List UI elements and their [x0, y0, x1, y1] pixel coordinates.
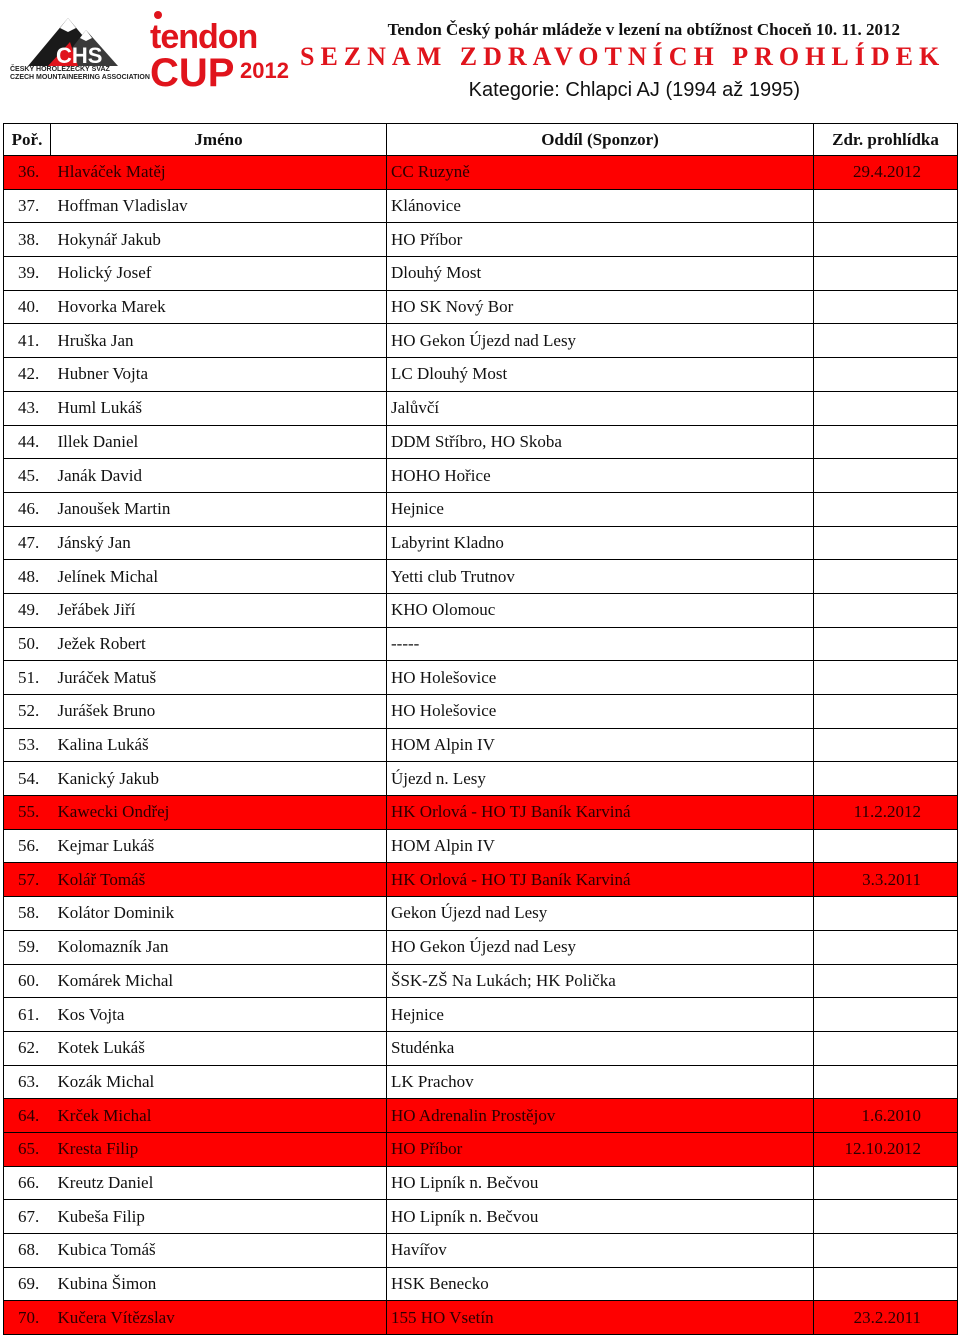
table-header-row	[4, 124, 958, 156]
row-medical-check	[814, 492, 958, 526]
row-number: 39.	[4, 257, 51, 291]
row-medical-check	[814, 1166, 958, 1200]
row-name: Kotek Lukáš	[51, 1031, 387, 1065]
row-name: Kos Vojta	[51, 998, 387, 1032]
row-number: 59.	[4, 930, 51, 964]
row-number: 48.	[4, 560, 51, 594]
row-medical-check	[814, 459, 958, 493]
table-row	[4, 593, 958, 627]
row-medical-check	[814, 964, 958, 998]
row-name: Hokynář Jakub	[51, 223, 387, 257]
row-number: 67.	[4, 1200, 51, 1234]
table-row	[4, 1234, 958, 1268]
row-medical-check	[814, 593, 958, 627]
row-name: Hruška Jan	[51, 324, 387, 358]
row-medical-check	[814, 1234, 958, 1268]
row-name: Hovorka Marek	[51, 290, 387, 324]
row-name: Jelínek Michal	[51, 560, 387, 594]
row-number: 64.	[4, 1099, 51, 1133]
row-medical-check	[814, 1031, 958, 1065]
row-name: Komárek Michal	[51, 964, 387, 998]
row-club: ŠSK-ZŠ Na Lukách; HK Polička	[387, 964, 814, 998]
row-name: Illek Daniel	[51, 425, 387, 459]
row-name: Huml Lukáš	[51, 391, 387, 425]
row-club: -----	[387, 627, 814, 661]
category-label: Kategorie: Chlapci AJ (1994 až 1995)	[468, 79, 800, 101]
row-number: 38.	[4, 223, 51, 257]
row-club: Hejnice	[387, 998, 814, 1032]
row-club: Havířov	[387, 1234, 814, 1268]
table-row	[4, 863, 958, 897]
row-medical-check	[814, 728, 958, 762]
column-header-medical-check: Zdr. prohlídka	[814, 124, 958, 156]
table-row	[4, 829, 958, 863]
table-row	[4, 1267, 958, 1301]
cup-logo-year: 2012	[240, 58, 289, 83]
row-club: HO Gekon Újezd nad Lesy	[387, 930, 814, 964]
row-club: HO Gekon Újezd nad Lesy	[387, 324, 814, 358]
row-club: HO Lipník n. Bečvou	[387, 1166, 814, 1200]
table-row	[4, 156, 958, 190]
row-medical-check	[814, 695, 958, 729]
row-club: HK Orlová - HO TJ Baník Karviná	[387, 796, 814, 830]
table-row	[4, 627, 958, 661]
row-medical-check	[814, 998, 958, 1032]
row-club: LC Dlouhý Most	[387, 358, 814, 392]
row-club: Hejnice	[387, 492, 814, 526]
chs-logo-text: CHS	[56, 43, 103, 68]
document-header	[0, 0, 960, 122]
row-number: 41.	[4, 324, 51, 358]
row-number: 56.	[4, 829, 51, 863]
cup-logo-line1: tendon	[150, 18, 258, 56]
table-row	[4, 1065, 958, 1099]
row-number: 61.	[4, 998, 51, 1032]
row-medical-check	[814, 257, 958, 291]
column-header-club: Oddíl (Sponzor)	[387, 124, 814, 156]
tendon-cup-logo	[148, 6, 298, 92]
row-number: 70.	[4, 1301, 51, 1335]
table-row	[4, 492, 958, 526]
row-number: 62.	[4, 1031, 51, 1065]
row-club: HO Příbor	[387, 1132, 814, 1166]
row-name: Ježek Robert	[51, 627, 387, 661]
row-club: Dlouhý Most	[387, 257, 814, 291]
row-number: 53.	[4, 728, 51, 762]
row-name: Holický Josef	[51, 257, 387, 291]
row-number: 54.	[4, 762, 51, 796]
column-header-name: Jméno	[51, 124, 387, 156]
column-header-order: Poř.	[4, 124, 51, 156]
row-club: Klánovice	[387, 189, 814, 223]
row-name: Kreutz Daniel	[51, 1166, 387, 1200]
table-row	[4, 796, 958, 830]
row-name: Kresta Filip	[51, 1132, 387, 1166]
row-medical-check	[814, 358, 958, 392]
table-row	[4, 290, 958, 324]
row-medical-check	[814, 829, 958, 863]
table-row	[4, 324, 958, 358]
row-name: Kanický Jakub	[51, 762, 387, 796]
table-row	[4, 358, 958, 392]
row-name: Janoušek Martin	[51, 492, 387, 526]
table-row	[4, 897, 958, 931]
row-name: Hubner Vojta	[51, 358, 387, 392]
table-row	[4, 391, 958, 425]
row-name: Kalina Lukáš	[51, 728, 387, 762]
row-number: 57.	[4, 863, 51, 897]
row-name: Juráček Matuš	[51, 661, 387, 695]
document-title: SEZNAM ZDRAVOTNÍCH PROHLÍDEK	[300, 42, 946, 71]
row-name: Hoffman Vladislav	[51, 189, 387, 223]
table-row	[4, 998, 958, 1032]
row-number: 37.	[4, 189, 51, 223]
row-name: Kubeša Filip	[51, 1200, 387, 1234]
table-body	[4, 156, 958, 1335]
row-medical-check: 11.2.2012	[814, 796, 958, 830]
row-number: 55.	[4, 796, 51, 830]
row-name: Kozák Michal	[51, 1065, 387, 1099]
table-row	[4, 189, 958, 223]
row-club: Labyrint Kladno	[387, 526, 814, 560]
row-club: HOHO Hořice	[387, 459, 814, 493]
row-medical-check	[814, 391, 958, 425]
row-medical-check	[814, 627, 958, 661]
row-medical-check	[814, 189, 958, 223]
row-number: 40.	[4, 290, 51, 324]
row-medical-check	[814, 223, 958, 257]
row-name: Kolomazník Jan	[51, 930, 387, 964]
row-name: Janák David	[51, 459, 387, 493]
table-row	[4, 728, 958, 762]
row-number: 63.	[4, 1065, 51, 1099]
row-name: Kubina Šimon	[51, 1267, 387, 1301]
chs-caption-line2: CZECH MOUNTAINEERING ASSOCIATION	[10, 74, 150, 81]
row-name: Jánský Jan	[51, 526, 387, 560]
row-name: Kolář Tomáš	[51, 863, 387, 897]
row-medical-check	[814, 1267, 958, 1301]
row-medical-check	[814, 526, 958, 560]
row-club: HO Holešovice	[387, 695, 814, 729]
cup-logo-line2: CUP	[150, 51, 235, 92]
row-number: 43.	[4, 391, 51, 425]
row-club: DDM Stříbro, HO Skoba	[387, 425, 814, 459]
row-medical-check	[814, 897, 958, 931]
table-row	[4, 257, 958, 291]
row-club: Jalůvčí	[387, 391, 814, 425]
row-club: HSK Benecko	[387, 1267, 814, 1301]
row-name: Jeřábek Jiří	[51, 593, 387, 627]
row-club: LK Prachov	[387, 1065, 814, 1099]
row-medical-check	[814, 324, 958, 358]
table-row	[4, 1099, 958, 1133]
table-row	[4, 1132, 958, 1166]
row-club: KHO Olomouc	[387, 593, 814, 627]
row-medical-check: 1.6.2010	[814, 1099, 958, 1133]
row-club: CC Ruzyně	[387, 156, 814, 190]
table-row	[4, 459, 958, 493]
row-number: 51.	[4, 661, 51, 695]
row-name: Kučera Vítězslav	[51, 1301, 387, 1335]
row-club: HK Orlová - HO TJ Baník Karviná	[387, 863, 814, 897]
chs-caption-line1: ČESKÝ HOROLEZECKÝ SVAZ	[10, 66, 110, 73]
row-club: Újezd n. Lesy	[387, 762, 814, 796]
row-number: 47.	[4, 526, 51, 560]
row-number: 42.	[4, 358, 51, 392]
row-name: Krček Michal	[51, 1099, 387, 1133]
mountain-logo-icon	[8, 8, 148, 70]
row-medical-check: 23.2.2011	[814, 1301, 958, 1335]
row-number: 60.	[4, 964, 51, 998]
table-row	[4, 695, 958, 729]
tendon-cup-logo-icon	[148, 6, 298, 92]
table-row	[4, 930, 958, 964]
row-name: Kejmar Lukáš	[51, 829, 387, 863]
row-number: 50.	[4, 627, 51, 661]
row-medical-check	[814, 290, 958, 324]
row-medical-check	[814, 1065, 958, 1099]
row-medical-check	[814, 762, 958, 796]
row-number: 52.	[4, 695, 51, 729]
row-club: HO SK Nový Bor	[387, 290, 814, 324]
row-number: 36.	[4, 156, 51, 190]
table-row	[4, 762, 958, 796]
table-row	[4, 1031, 958, 1065]
row-club: Gekon Újezd nad Lesy	[387, 897, 814, 931]
row-name: Jurášek Bruno	[51, 695, 387, 729]
row-number: 66.	[4, 1166, 51, 1200]
row-club: 155 HO Vsetín	[387, 1301, 814, 1335]
row-number: 46.	[4, 492, 51, 526]
row-club: HO Lipník n. Bečvou	[387, 1200, 814, 1234]
table-row	[4, 425, 958, 459]
row-medical-check: 3.3.2011	[814, 863, 958, 897]
table-row	[4, 223, 958, 257]
row-number: 49.	[4, 593, 51, 627]
row-name: Hlaváček Matěj	[51, 156, 387, 190]
chs-caption	[10, 66, 150, 82]
row-club: HO Holešovice	[387, 661, 814, 695]
row-number: 58.	[4, 897, 51, 931]
table-row	[4, 1200, 958, 1234]
table-row	[4, 560, 958, 594]
row-medical-check	[814, 1200, 958, 1234]
row-medical-check: 29.4.2012	[814, 156, 958, 190]
table-row	[4, 1166, 958, 1200]
table-row	[4, 661, 958, 695]
row-medical-check	[814, 560, 958, 594]
row-number: 45.	[4, 459, 51, 493]
row-club: HOM Alpin IV	[387, 829, 814, 863]
row-name: Kolátor Dominik	[51, 897, 387, 931]
medical-check-table	[3, 123, 958, 1335]
table-row	[4, 526, 958, 560]
row-club: Yetti club Trutnov	[387, 560, 814, 594]
row-club: Studénka	[387, 1031, 814, 1065]
row-number: 44.	[4, 425, 51, 459]
row-name: Kubica Tomáš	[51, 1234, 387, 1268]
table-row	[4, 964, 958, 998]
row-number: 68.	[4, 1234, 51, 1268]
row-number: 65.	[4, 1132, 51, 1166]
row-name: Kawecki Ondřej	[51, 796, 387, 830]
row-club: HO Příbor	[387, 223, 814, 257]
table-row	[4, 1301, 958, 1335]
row-medical-check: 12.10.2012	[814, 1132, 958, 1166]
event-title: Tendon Český pohár mládeže v lezení na obtížnost Choceň 10. 11. 2012	[387, 20, 900, 39]
row-number: 69.	[4, 1267, 51, 1301]
row-club: HOM Alpin IV	[387, 728, 814, 762]
row-club: HO Adrenalin Prostějov	[387, 1099, 814, 1133]
row-medical-check	[814, 661, 958, 695]
row-medical-check	[814, 425, 958, 459]
row-medical-check	[814, 930, 958, 964]
